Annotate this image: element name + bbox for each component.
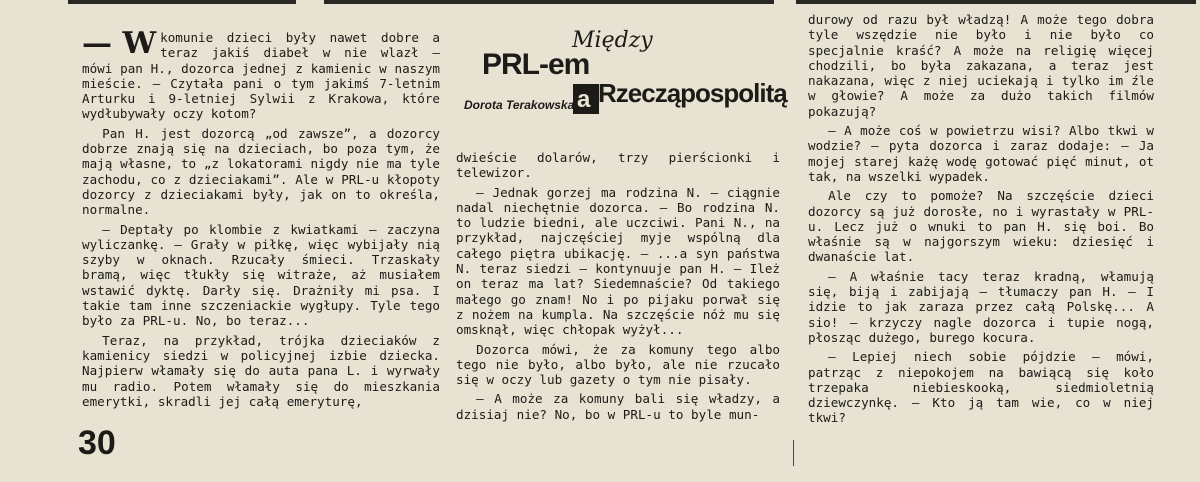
top-rule-left bbox=[68, 0, 296, 4]
title-rzeczpospolita: Rzecząpospolitą bbox=[598, 78, 787, 108]
paragraph: — Deptały po klombie z kwiatkami — zaczyna wyliczankę. — Grały w piłkę, więc wybijały nią szyby w oknach. Rzucały śmieci. Trzaskały bramą, więc tłukły się witraże, aż musiałem wstawić dyktę. Darły się. Drażniły mi psa. I takie tam inne szczeniackie wygłupy. Tyle tego było za PRL-u. No, bo teraz... bbox=[82, 221, 440, 329]
paragraph: — A może coś w powietrzu wisi? Albo tkwi w wodzie? — pyta dozorca i zaraz dodaje: — Ja mojej starej każę wodę gotować pięć minut, ot tak, na wszelki wypadek. bbox=[808, 123, 1154, 184]
page-number: 30 bbox=[78, 424, 116, 462]
paragraph: Teraz, na przykład, trójka dzieciaków z kamienicy siedzi w policyjnej izbie dziecka. Najpierw włamały się do auta pana L. i wyrwały mu radio. Potem włamały się do mieszkania emerytki, skradli jej całą emeryturę, bbox=[82, 332, 440, 409]
paragraph: — Lepiej niech sobie pójdzie — mówi, patrząc z niepokojem na bawiącą się koło trzepaka niebieskooką, siedmioletnią dziewczynkę. — Kto ją tam wie, co w niej tkwi? bbox=[808, 349, 1154, 426]
paragraph: dwieście dolarów, trzy pierścionki i telewizor. bbox=[456, 150, 780, 181]
paragraph: — A może za komuny bali się władzy, a dzisiaj nie? No, bo w PRL-u to byle mun- bbox=[456, 391, 780, 422]
title-a: a bbox=[577, 86, 591, 113]
paragraph: — A właśnie tacy teraz kradną, włamują się, biją i zabijają — tłumaczy pan H. — I idzie to jak zaraza przez całą Polskę... A sio! — krzyczy nagle dozorca i tupie nogą, płosząc dużego, burego kocura. bbox=[808, 268, 1154, 345]
author-byline: Dorota Terakowska bbox=[464, 98, 575, 112]
paragraph: Dozorca mówi, że za komuny tego albo tego nie było, albo było, ale nie rzucało się w oczy lub gazety o tym nie pisały. bbox=[456, 341, 780, 388]
title-miedzy: Między bbox=[572, 28, 653, 53]
paragraph: durowy od razu był władzą! A może tego dobra tyle wszędzie nie było i nie było co specjalnie kraść? A może na religię więcej chodzili, bo była zakazana, a teraz jest nakazana, więc z niej uciekają i tylko im źle w głowie? A może za dużo takich filmów pokazują? bbox=[808, 12, 1154, 119]
article-column-1 bbox=[82, 26, 440, 413]
paragraph: Ale czy to pomoże? Na szczęście dzieci dozorcy są już dorosłe, no i wyrastały w PRL-u. Lecz już o wnuki to pan H. się boi. Bo właśnie są w najgorszym wieku: dziesięć i dwanaście lat. bbox=[808, 188, 1154, 265]
article-title bbox=[460, 28, 787, 128]
paragraph: — Jednak gorzej ma rodzina N. — ciągnie nadal niechętnie dozorca. — Bo rodzina N. to ludzie biedni, ale uczciwi. Pani N., na przykład, najczęściej myje wspólną dla całego piętra ubikację. — ...a syn państwa N. teraz siedzi — kontynuuje pan H. — Ileż on teraz ma lat? Siedemnaście? Od takiego małego go znam! No i po pijaku porwał się z nożem na kumpla. Na szczęście nóż mu się omsknął, więc chłopak wyżył... bbox=[456, 184, 780, 338]
title-prl-em: PRL-em bbox=[482, 48, 590, 81]
paragraph: — W komunie dzieci były nawet dobre a teraz jakiś diabeł w nie wlazł — mówi pan H., dozorca jednej z kamienic w naszym mieście. — Czytała pani o tym jakimś 7-letnim Arturku i 9-letniej Sylwii z Krakowa, które wydłubywały oczy kotom? bbox=[82, 26, 440, 122]
paragraph: Pan H. jest dozorcą „od zawsze”, a dozorcy dobrze znają się na dzieciach, bo poza tym, że mają własne, to „z lokatorami nigdy nie ma tyle zachodu, co z dzieciakami”. Ale w PRL-u kłopoty dozorcy z dzieciakami były, jak on to określa, normalne. bbox=[82, 125, 440, 218]
column-divider bbox=[793, 440, 794, 466]
dropcap: — W bbox=[82, 26, 157, 61]
article-column-2 bbox=[456, 150, 780, 426]
top-rule-center bbox=[324, 0, 774, 4]
article-column-3 bbox=[808, 12, 1154, 430]
top-rule-right bbox=[796, 0, 1196, 4]
